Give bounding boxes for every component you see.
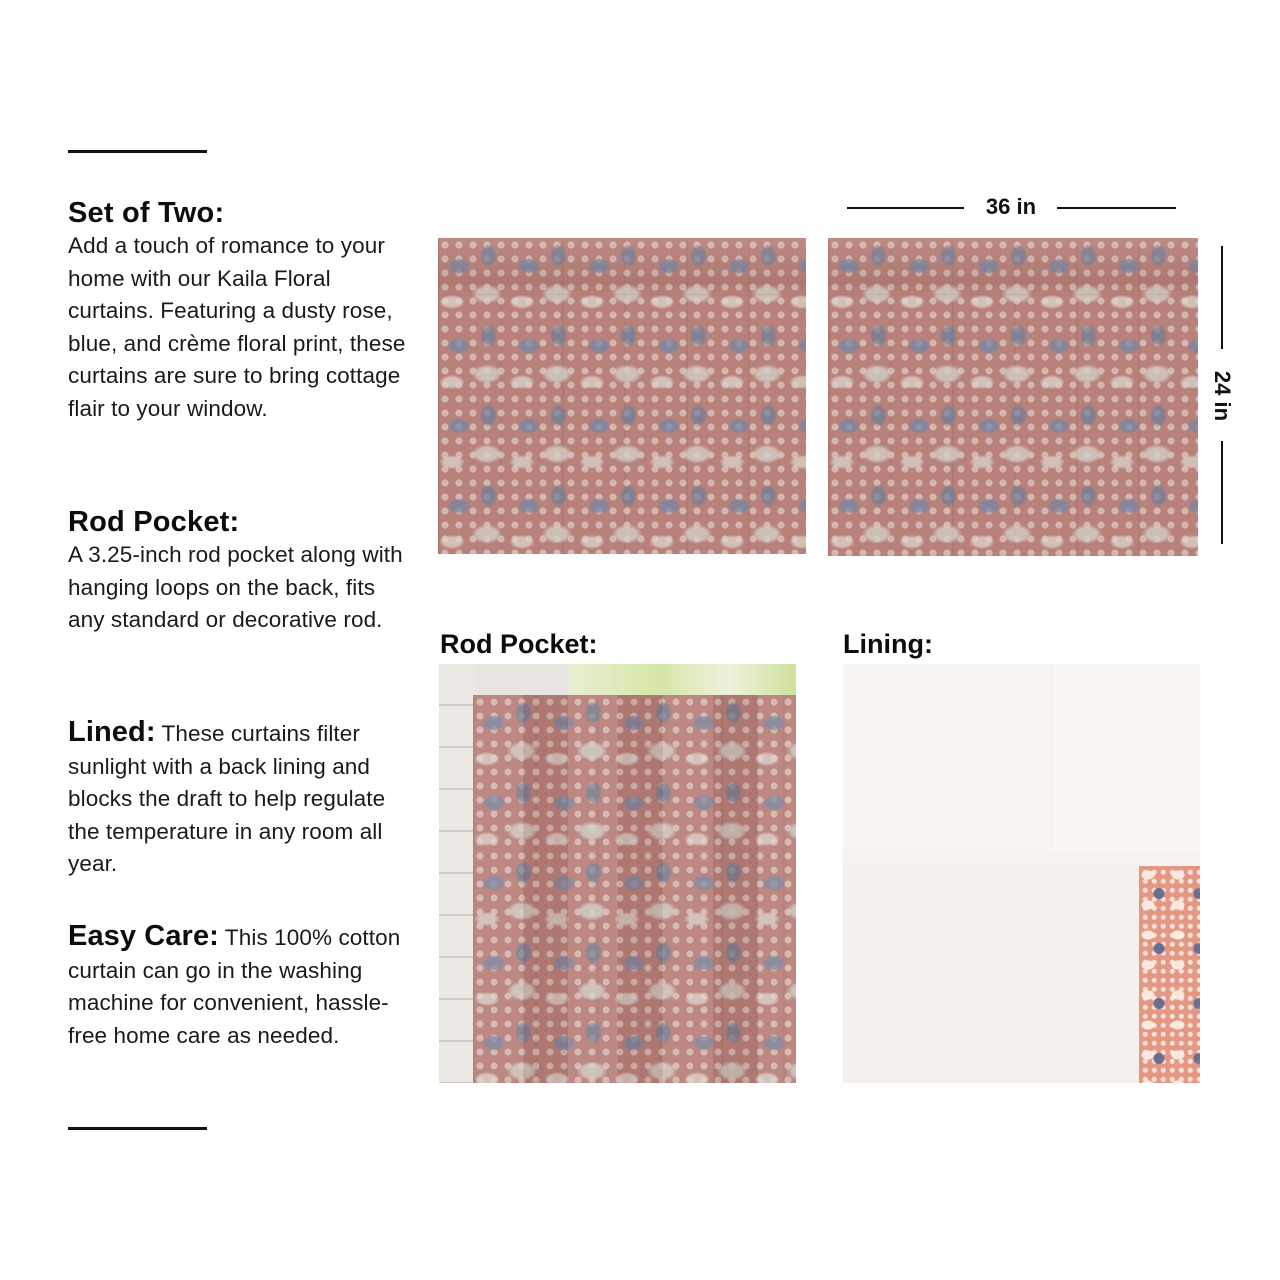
- lining-image-title: Lining:: [843, 629, 933, 659]
- width-label: 36 in: [985, 194, 1037, 219]
- top-divider: [68, 150, 207, 153]
- height-label: 24 in: [1210, 370, 1235, 422]
- dimension-line: [1221, 441, 1223, 544]
- feature-heading: Easy Care:: [68, 920, 219, 952]
- feature-lined: [68, 716, 408, 881]
- curtain-closeup: [473, 695, 796, 1083]
- feature-rod-pocket: [68, 505, 408, 637]
- height-dimension: [1205, 246, 1239, 544]
- feature-easy-care: [68, 920, 408, 1052]
- front-fabric-edge: [1139, 866, 1200, 1083]
- curtain-panel-right-image: [828, 238, 1198, 556]
- bottom-divider: [68, 1127, 207, 1130]
- dimension-line: [847, 207, 964, 209]
- rod-pocket-image-title: Rod Pocket:: [440, 629, 598, 659]
- feature-heading: Set of Two:: [68, 197, 225, 229]
- dimension-line: [1221, 246, 1223, 349]
- feature-set-of-two: [68, 196, 408, 425]
- lining-image: [843, 664, 1200, 1083]
- lining-fold: [1054, 664, 1200, 852]
- lining-fold: [843, 664, 1054, 852]
- feature-heading: Rod Pocket:: [68, 506, 240, 538]
- lining-hem: [843, 852, 1200, 866]
- feature-body: A 3.25-inch rod pocket along with hanging loops on the back, fits any standard or decorative rod.: [68, 542, 403, 632]
- width-dimension: [847, 193, 1177, 221]
- feature-body: Add a touch of romance to your home with our Kaila Floral curtains. Featuring a dusty rose, blue, and crème floral print, these curtains are sure to bring cottage flair to your window.: [68, 233, 406, 421]
- feature-body: These curtains filter sunlight with a back lining and blocks the draft to help regulate the temperature in any room all year.: [68, 721, 386, 876]
- wall-siding: [439, 664, 475, 1083]
- rod-pocket-image: [439, 664, 796, 1083]
- feature-body: This 100% cotton curtain can go in the washing machine for convenient, hassle-free home care as needed.: [68, 925, 401, 1048]
- dimension-line: [1057, 207, 1176, 209]
- feature-heading: Lined:: [68, 716, 156, 748]
- curtain-panel-left-image: [438, 238, 806, 554]
